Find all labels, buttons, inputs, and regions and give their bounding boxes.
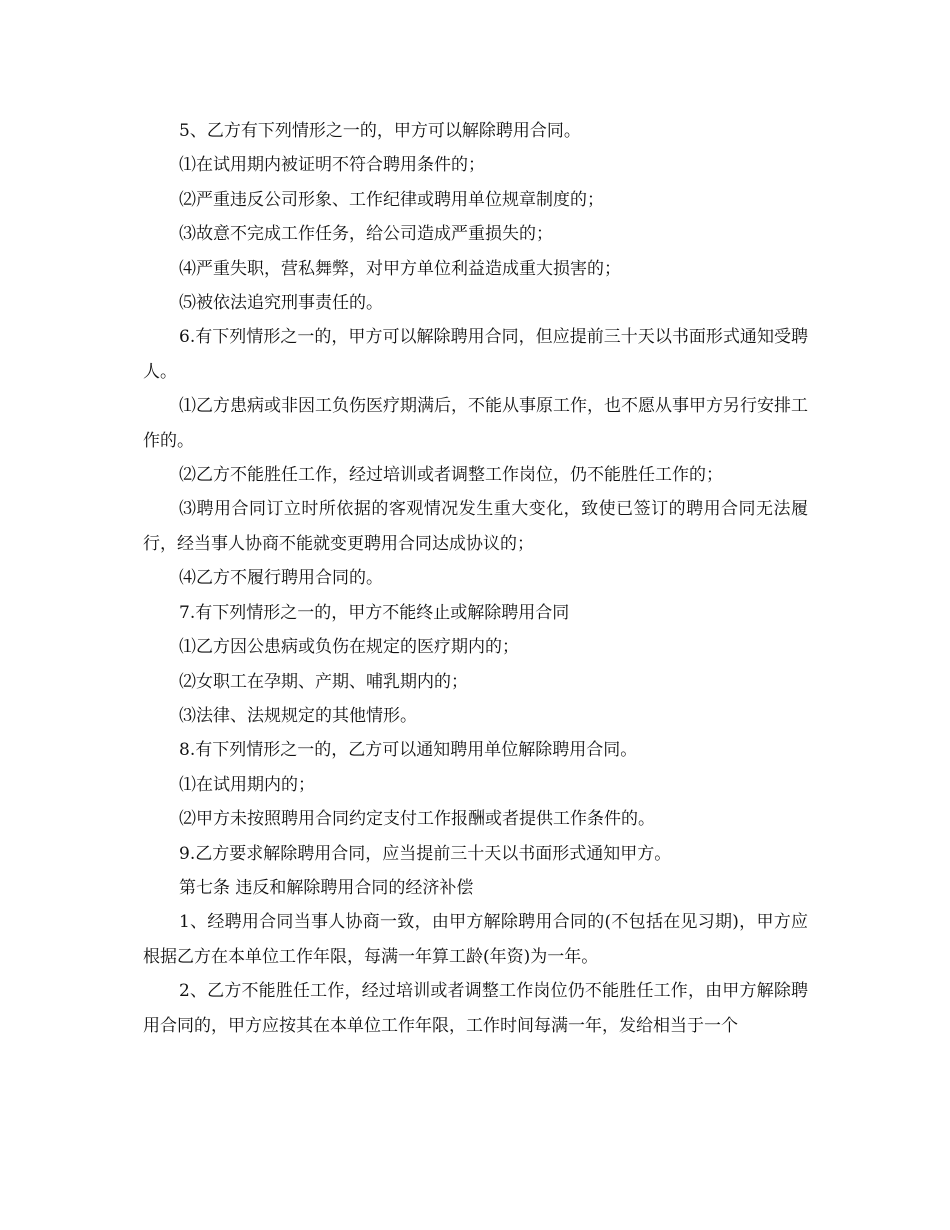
paragraph-clause-7-item-3: ⑶法律、法规规定的其他情形。 — [179, 705, 417, 726]
paragraph-clause-6-item-3: ⑶聘用合同订立时所依据的客观情况发生重大变化，致使已签订的聘用合同无法履行，经当事人协商不能就变更聘用合同达成协议的； — [143, 499, 808, 554]
paragraph-clause-8: 8.有下列情形之一的，乙方可以通知聘用单位解除聘用合同。 — [179, 740, 638, 761]
paragraph-clause-5-item-3: ⑶故意不完成工作任务，给公司造成严重损失的； — [179, 224, 553, 245]
paragraph-clause-8-item-2: ⑵甲方未按照聘用合同约定支付工作报酬或者提供工作条件的。 — [179, 809, 655, 830]
paragraph-clause-7-item-2: ⑵女职工在孕期、产期、哺乳期内的； — [179, 671, 468, 692]
paragraph-clause-7: 7.有下列情形之一的，甲方不能终止或解除聘用合同 — [179, 602, 570, 623]
paragraph-clause-8-item-1: ⑴在试用期内的； — [179, 774, 315, 795]
paragraph-clause-6: 6.有下列情形之一的，甲方可以解除聘用合同，但应提前三十天以书面形式通知受聘人。 — [143, 327, 808, 382]
paragraph-clause-9: 9.乙方要求解除聘用合同，应当提前三十天以书面形式通知甲方。 — [179, 843, 672, 864]
paragraph-clause-5-item-4: ⑷严重失职，营私舞弊，对甲方单位利益造成重大损害的； — [179, 258, 621, 279]
paragraph-clause-7-item-1: ⑴乙方因公患病或负伤在规定的医疗期内的； — [179, 637, 519, 658]
section-heading-article-7: 第七条 违反和解除聘用合同的经济补偿 — [179, 877, 474, 898]
paragraph-clause-6-item-1: ⑴乙方患病或非因工负伤医疗期满后，不能从事原工作，也不愿从事甲方另行安排工作的。 — [143, 396, 808, 451]
paragraph-compensation-2: 2、乙方不能胜任工作，经过培训或者调整工作岗位仍不能胜任工作，由甲方解除聘用合同的，甲方应按其在本单位工作年限，工作时间每满一年，发给相当于一个 — [143, 981, 808, 1036]
paragraph-clause-5: 5、乙方有下列情形之一的，甲方可以解除聘用合同。 — [179, 121, 581, 141]
paragraph-clause-6-item-2: ⑵乙方不能胜任工作，经过培训或者调整工作岗位，仍不能胜任工作的； — [179, 465, 723, 486]
paragraph-compensation-1: 1、经聘用合同当事人协商一致，由甲方解除聘用合同的(不包括在见习期)，甲方应根据乙方在本单位工作年限，每满一年算工龄(年资)为一年。 — [143, 912, 808, 967]
paragraph-clause-6-item-4: ⑷乙方不履行聘用合同的。 — [179, 568, 383, 589]
paragraph-clause-5-item-1: ⑴在试用期内被证明不符合聘用条件的； — [179, 155, 485, 176]
document-body — [143, 114, 808, 1043]
paragraph-clause-5-item-5: ⑸被依法追究刑事责任的。 — [179, 293, 383, 314]
paragraph-clause-5-item-2: ⑵严重违反公司形象、工作纪律或聘用单位规章制度的； — [179, 189, 604, 210]
